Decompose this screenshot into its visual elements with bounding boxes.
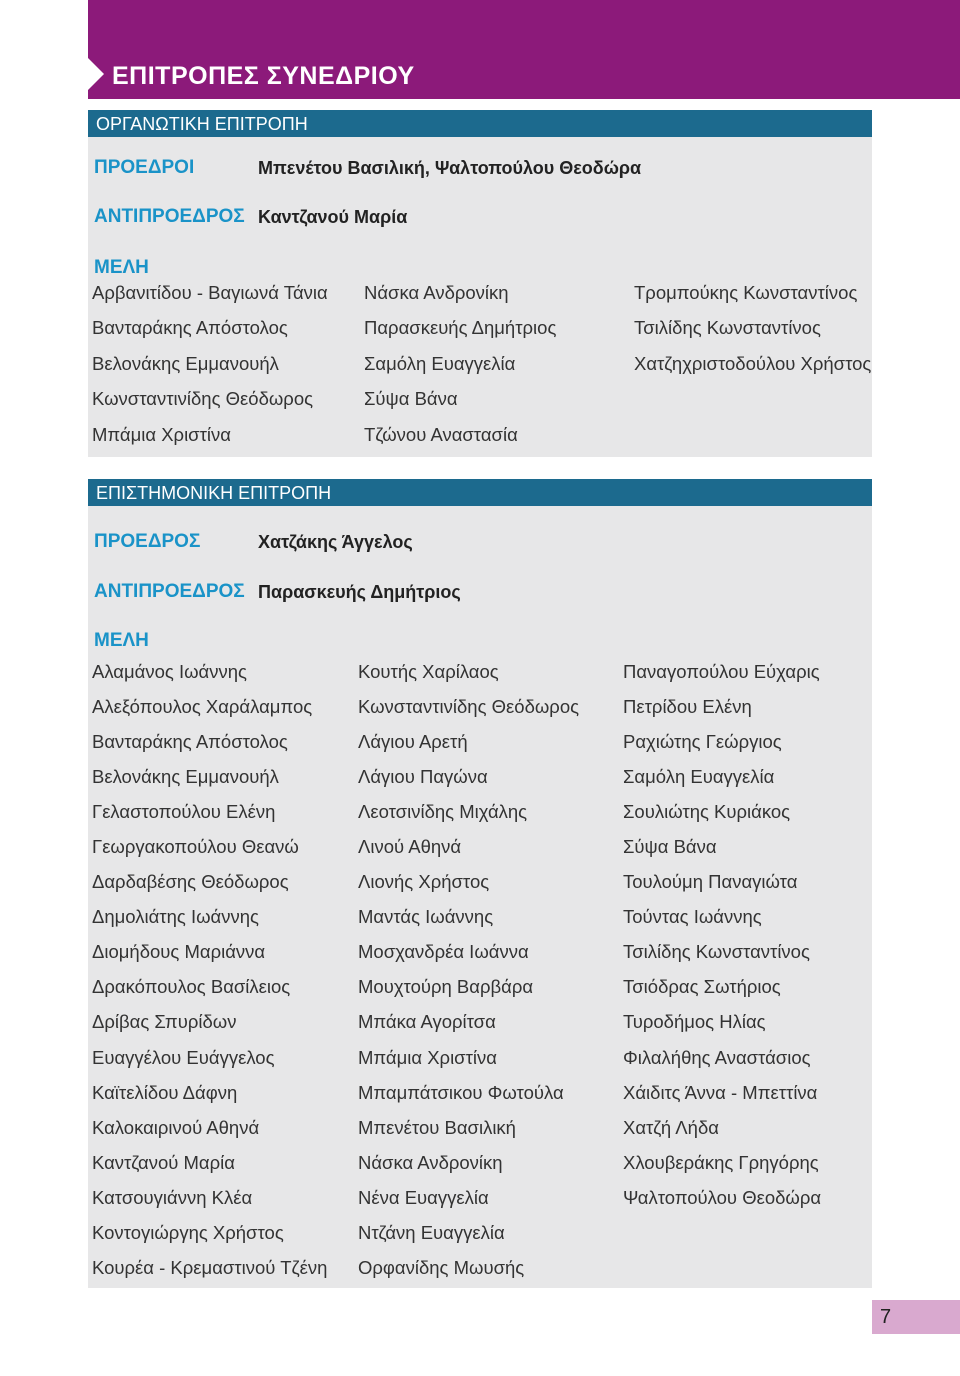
scientific-committee-title: ΕΠΙΣΤΗΜΟΝΙΚΗ ΕΠΙΤΡΟΠΗ (96, 483, 332, 503)
member-name: Σαμόλη Ευαγγελία (364, 352, 516, 374)
organizing-members-column-1 (92, 282, 328, 459)
member-name: Νάσκα Ανδρονίκη (364, 282, 509, 303)
vice-president-label: ΑΝΤΙΠΡΟΕΔΡΟΣ (94, 206, 245, 227)
member-name: Τσιόδρας Σωτήριος (623, 976, 781, 998)
member-name: Κουρέα - Κρεμαστινού Τζένη (92, 1256, 328, 1278)
member-name: Ψαλτοπούλου Θεοδώρα (623, 1186, 822, 1208)
member-name: Λάγιου Παγώνα (358, 766, 488, 788)
member-name: Σύψα Βάνα (623, 836, 717, 858)
member-name: Δρακόπουλος Βασίλειος (92, 976, 291, 998)
member-name: Τούντας Ιωάννης (623, 906, 762, 928)
organizing-committee-bar (88, 110, 872, 137)
member-name: Λινού Αθηνά (358, 836, 462, 858)
scientific-members-column-3 (623, 661, 821, 1222)
member-name: Λιονής Χρήστος (358, 871, 490, 893)
presidents-label: ΠΡΟΕΔΡΟΙ (94, 157, 195, 178)
scientific-committee-bar (88, 479, 872, 506)
presidents-value: Μπενέτου Βασιλική, Ψαλτοπούλου Θεοδώρα (258, 158, 642, 178)
member-name: Κοντογιώργης Χρήστος (92, 1221, 284, 1243)
member-name: Χλουβεράκης Γρηγόρης (623, 1151, 819, 1173)
member-name: Νάσκα Ανδρονίκη (358, 1151, 503, 1173)
member-name: Ντζάνη Ευαγγελία (358, 1221, 505, 1243)
member-name: Μπάκα Αγορίτσα (358, 1011, 496, 1033)
member-name: Τσιλίδης Κωνσταντίνος (623, 941, 810, 963)
member-name: Γελαστοπούλου Ελένη (92, 801, 276, 823)
scientific-vice-president-value: Παρασκευής Δημήτριος (258, 582, 461, 602)
member-name: Μπάμια Χριστίνα (358, 1046, 497, 1068)
member-name: Τρομπούκης Κωνσταντίνος (634, 282, 858, 303)
president-value: Χατζάκης Άγγελος (258, 532, 413, 552)
member-name: Ευαγγέλου Ευάγγελος (92, 1046, 275, 1068)
organizing-members-column-3 (634, 282, 871, 388)
member-name: Χατζηχριστοδούλου Χρήστος (634, 352, 872, 374)
scientific-members-column-2 (358, 661, 579, 1292)
member-name: Βελονάκης Εμμανουήλ (92, 766, 279, 788)
member-name: Γεωργακοπούλου Θεανώ (92, 836, 299, 858)
header-notch (88, 58, 104, 90)
member-name: Σαμόλη Ευαγγελία (623, 766, 775, 788)
president-label: ΠΡΟΕΔΡΟΣ (94, 531, 201, 552)
member-name: Βανταράκης Απόστολος (92, 731, 288, 753)
member-name: Νένα Ευαγγελία (358, 1186, 489, 1208)
member-name: Καντζανού Μαρία (92, 1151, 235, 1173)
member-name: Τουλούμη Παναγιώτα (623, 871, 798, 893)
member-name: Δημολιάτης Ιωάννης (92, 906, 259, 928)
member-name: Παναγοπούλου Εύχαρις (623, 661, 820, 682)
member-name: Τσιλίδης Κωνσταντίνος (634, 317, 821, 339)
page-title: ΕΠΙΤΡΟΠΕΣ ΣΥΝΕΔΡΙΟΥ (112, 62, 415, 90)
member-name: Φιλαλήθης Αναστάσιος (623, 1046, 811, 1068)
member-name: Πετρίδου Ελένη (623, 696, 752, 718)
scientific-members-label: ΜΕΛΗ (94, 630, 149, 651)
member-name: Βανταράκης Απόστολος (92, 317, 288, 339)
member-name: Αρβανιτίδου - Βαγιωνά Τάνια (92, 282, 328, 303)
member-name: Κατσουγιάννη Κλέα (92, 1186, 253, 1208)
scientific-vice-president-label: ΑΝΤΙΠΡΟΕΔΡΟΣ (94, 581, 245, 602)
member-name: Χάιδιτς Άννα - Μπεττίνα (623, 1081, 818, 1103)
member-name: Δαρδαβέσης Θεόδωρος (92, 871, 289, 893)
member-name: Ορφανίδης Μωυσής (358, 1256, 525, 1278)
member-name: Μπενέτου Βασιλική (358, 1116, 516, 1138)
member-name: Καϊτελίδου Δάφνη (92, 1081, 238, 1103)
member-name: Διομήδους Μαριάννα (92, 941, 266, 963)
member-name: Τυροδήμος Ηλίας (623, 1011, 766, 1033)
member-name: Παρασκευής Δημήτριος (364, 317, 557, 339)
organizing-members-column-2 (364, 282, 556, 459)
organizing-committee-title: ΟΡΓΑΝΩΤΙΚΗ ΕΠΙΤΡΟΠΗ (96, 114, 308, 134)
member-name: Σουλιώτης Κυριάκος (623, 801, 791, 823)
member-name: Τζώνου Αναστασία (364, 423, 518, 445)
member-name: Καλοκαιρινού Αθηνά (92, 1116, 260, 1138)
member-name: Αλεξόπουλος Χαράλαμπος (92, 696, 313, 718)
member-name: Λεοτσινίδης Μιχάλης (358, 801, 528, 823)
member-name: Χατζή Λήδα (623, 1116, 719, 1138)
member-name: Μουχτούρη Βαρβάρα (358, 976, 534, 998)
scientific-members-column-1 (92, 661, 327, 1292)
member-name: Μαντάς Ιωάννης (358, 906, 494, 928)
member-name: Σύψα Βάνα (364, 388, 458, 410)
member-name: Λάγιου Αρετή (358, 731, 468, 753)
member-name: Ραχιώτης Γεώργιος (623, 731, 782, 753)
members-label: ΜΕΛΗ (94, 257, 149, 278)
member-name: Μοσχανδρέα Ιωάννα (358, 941, 529, 963)
page-number: 7 (880, 1306, 892, 1328)
member-name: Κωνσταντινίδης Θεόδωρος (358, 696, 580, 718)
member-name: Μπάμια Χριστίνα (92, 423, 231, 445)
member-name: Κωνσταντινίδης Θεόδωρος (92, 388, 314, 410)
page-number-box (872, 1300, 960, 1334)
vice-president-value: Καντζανού Μαρία (258, 207, 408, 227)
member-name: Δρίβας Σπυρίδων (92, 1011, 237, 1033)
member-name: Μπαμπάτσικου Φωτούλα (358, 1081, 564, 1103)
member-name: Αλαμάνος Ιωάννης (92, 661, 247, 682)
member-name: Κουτής Χαρίλαος (358, 661, 499, 682)
member-name: Βελονάκης Εμμανουήλ (92, 352, 279, 374)
